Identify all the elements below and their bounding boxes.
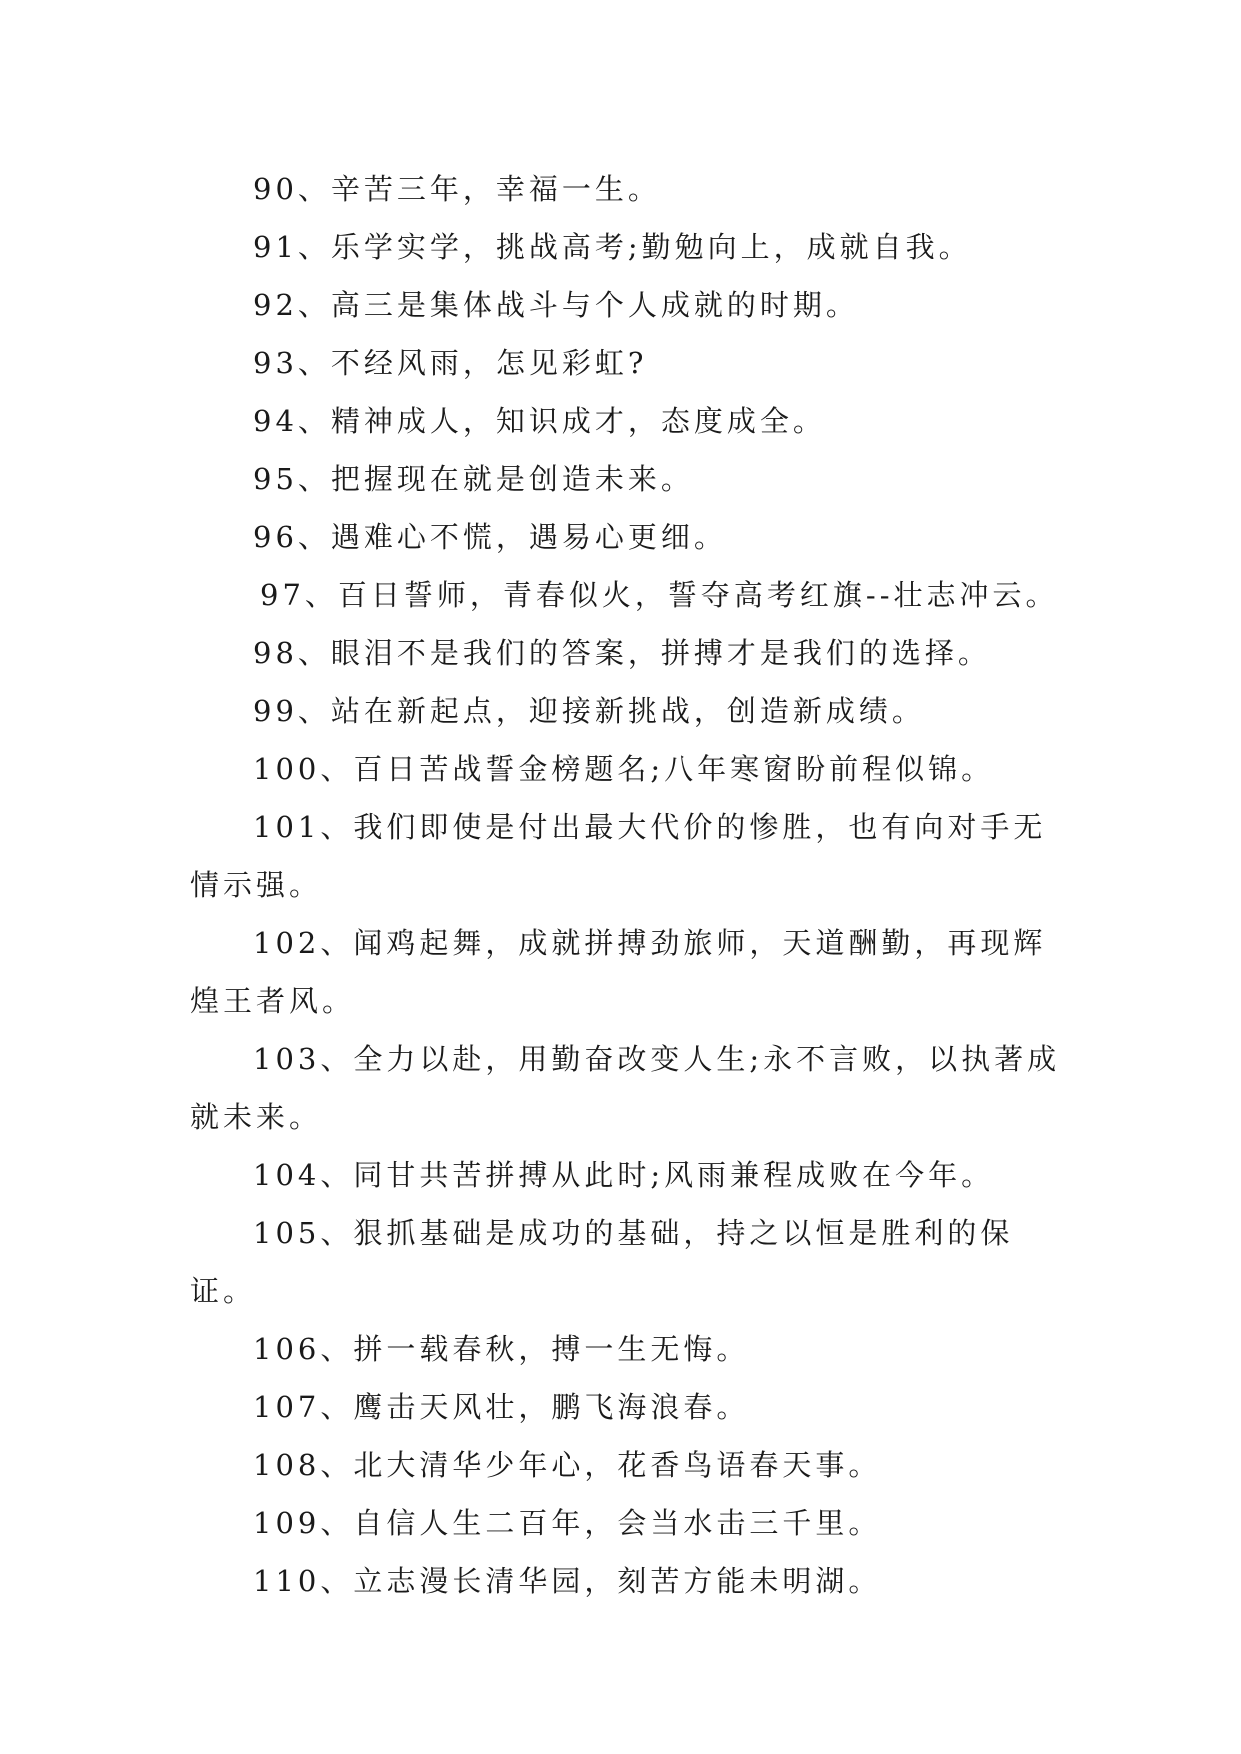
paragraph-103: 103、全力以赴，用勤奋改变人生;永不言败，以执著成就未来。 [190,1042,1061,1134]
paragraph-110: 110、立志漫长清华园，刻苦方能未明湖。 [253,1564,882,1598]
paragraph-108: 108、北大清华少年心，花香鸟语春天事。 [253,1448,882,1482]
paragraph-105: 105、狠抓基础是成功的基础，持之以恒是胜利的保证。 [190,1216,1014,1308]
paragraph-94: 94、精神成人，知识成才，态度成全。 [253,404,826,438]
paragraph-107: 107、鹰击天风壮，鹏飞海浪春。 [253,1390,750,1424]
paragraph-93: 93、不经风雨，怎见彩虹? [253,346,648,380]
paragraph-90: 90、辛苦三年，幸福一生。 [253,172,661,206]
paragraph-109: 109、自信人生二百年，会当水击三千里。 [253,1506,882,1540]
paragraph-106: 106、拼一载春秋，搏一生无悔。 [253,1332,750,1366]
paragraph-98: 98、眼泪不是我们的答案，拼搏才是我们的选择。 [253,636,991,670]
paragraph-104: 104、同甘共苦拼搏从此时;风雨兼程成败在今年。 [253,1158,995,1192]
paragraph-97: 97、百日誓师，青春似火，誓夺高考红旗--壮志冲云。 [260,578,1059,612]
paragraph-99: 99、站在新起点，迎接新挑战，创造新成绩。 [253,694,925,728]
paragraph-102: 102、闻鸡起舞，成就拼搏劲旅师，天道酬勤，再现辉煌王者风。 [190,926,1047,1018]
paragraph-91: 91、乐学实学，挑战高考;勤勉向上，成就自我。 [253,230,972,264]
paragraph-96: 96、遇难心不慌，遇易心更细。 [253,520,727,554]
paragraph-95: 95、把握现在就是创造未来。 [253,462,694,496]
paragraph-101: 101、我们即使是付出最大代价的惨胜，也有向对手无情示强。 [190,810,1047,902]
document-body [190,160,1070,1610]
paragraph-100: 100、百日苦战誓金榜题名;八年寒窗盼前程似锦。 [253,752,995,786]
paragraph-92: 92、高三是集体战斗与个人成就的时期。 [253,288,859,322]
